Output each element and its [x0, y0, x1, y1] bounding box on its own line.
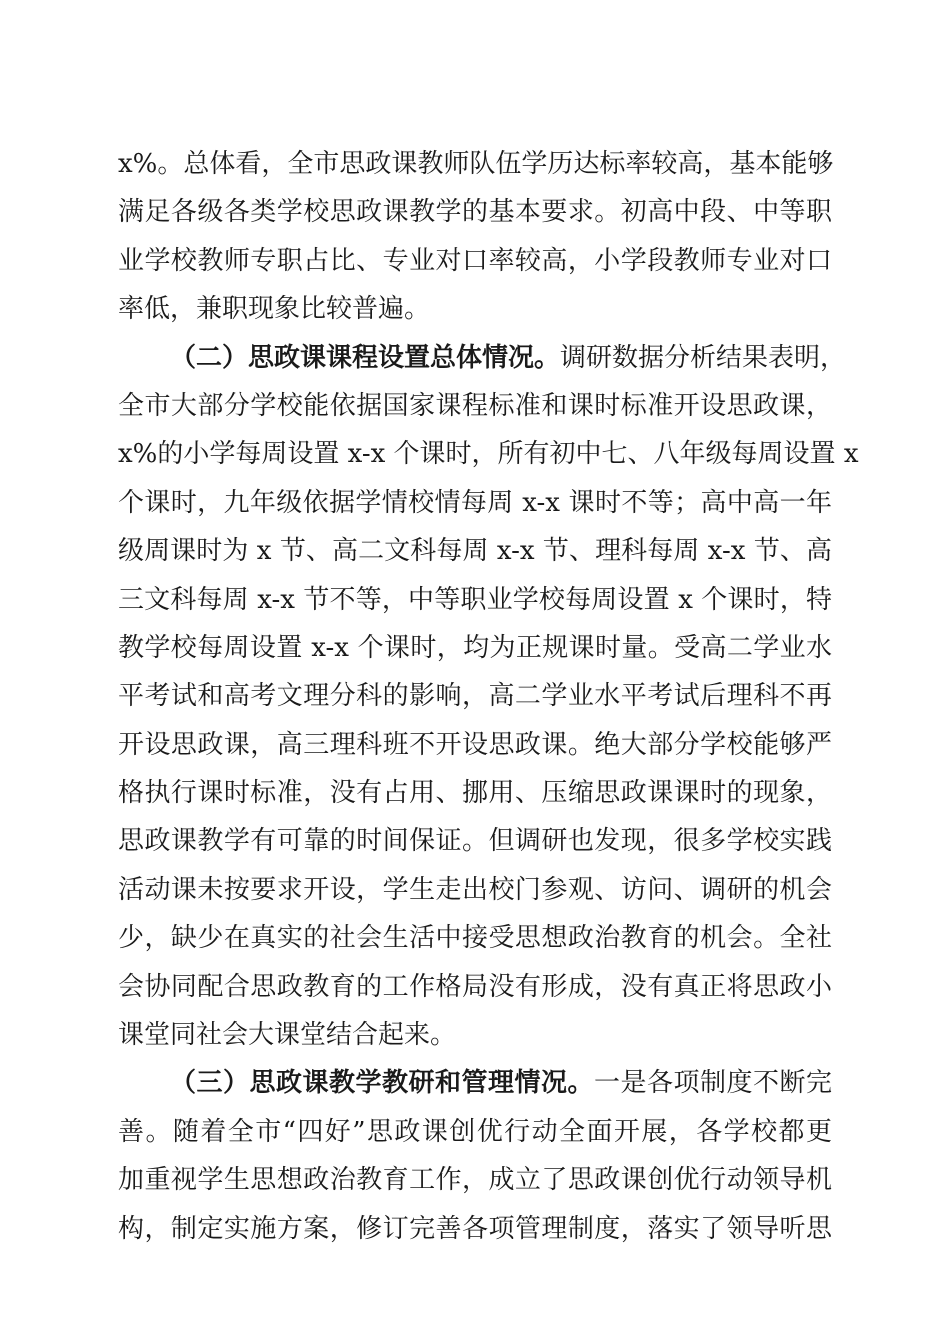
paragraph-2-line-3: x%的小学每周设置 x-x 个课时，所有初中七、八年级每周设置 x — [118, 439, 859, 470]
paragraph-2-line-8: 平考试和高考文理分科的影响，高二学业水平考试后理科不再 — [118, 681, 832, 712]
section-heading-2: （二）思政课课程设置总体情况。 — [170, 342, 561, 373]
body-text — [118, 140, 859, 1253]
paragraph-2-line-5: 级周课时为 x 节、高二文科每周 x-x 节、理科每周 x-x 节、高 — [118, 536, 832, 567]
paragraph-3-line-4: 构，制定实施方案，修订完善各项管理制度，落实了领导听思 — [118, 1213, 832, 1244]
paragraph-2-line-15: 课堂同社会大课堂结合起来。 — [118, 1020, 457, 1051]
paragraph-1-line-1: x%。总体看，全市思政课教师队伍学历达标率较高，基本能够 — [118, 149, 834, 179]
paragraph-3-line-1-text: 一是各项制度不断完 — [593, 1068, 832, 1099]
paragraph-2-line-2: 全市大部分学校能依据国家课程标准和课时标准开设思政课， — [118, 390, 832, 421]
paragraph-2-line-13: 少，缺少在真实的社会生活中接受思想政治教育的机会。全社 — [118, 923, 832, 954]
paragraph-1-line-2: 满足各级各类学校思政课教学的基本要求。初高中段、中等职 — [118, 197, 832, 228]
paragraph-3-line-2: 善。随着全市“四好”思政课创优行动全面开展，各学校都更 — [118, 1116, 832, 1147]
paragraph-2-line-4: 个课时，九年级依据学情校情每周 x-x 课时不等；高中高一年 — [118, 487, 832, 518]
paragraph-3-line-3: 加重视学生思想政治教育工作，成立了思政课创优行动领导机 — [118, 1165, 832, 1196]
paragraph-2-line-1-text: 调研数据分析结果表明， — [560, 342, 847, 373]
paragraph-2-line-9: 开设思政课，高三理科班不开设思政课。绝大部分学校能够严 — [118, 729, 832, 760]
paragraph-2-line-12: 活动课未按要求开设，学生走出校门参观、访问、调研的机会 — [118, 874, 832, 905]
paragraph-2-line-14: 会协同配合思政教育的工作格局没有形成，没有真正将思政小 — [118, 971, 832, 1002]
paragraph-2-line-7: 教学校每周设置 x-x 个课时，均为正规课时量。受高二学业水 — [118, 632, 832, 663]
paragraph-3-line-1 — [118, 1059, 832, 1107]
paragraph-2-line-10: 格执行课时标准，没有占用、挪用、压缩思政课课时的现象， — [118, 778, 832, 809]
section-heading-3: （三）思政课教学教研和管理情况。 — [170, 1068, 594, 1099]
paragraph-2-line-6: 三文科每周 x-x 节不等，中等职业学校每周设置 x 个课时，特 — [118, 584, 832, 615]
paragraph-2-line-11: 思政课教学有可靠的时间保证。但调研也发现，很多学校实践 — [118, 826, 832, 857]
paragraph-1-line-3: 业学校教师专职占比、专业对口率较高，小学段教师专业对口 — [118, 245, 832, 276]
paragraph-1-line-4: 率低，兼职现象比较普遍。 — [118, 294, 431, 325]
paragraph-2-line-1 — [118, 334, 847, 382]
